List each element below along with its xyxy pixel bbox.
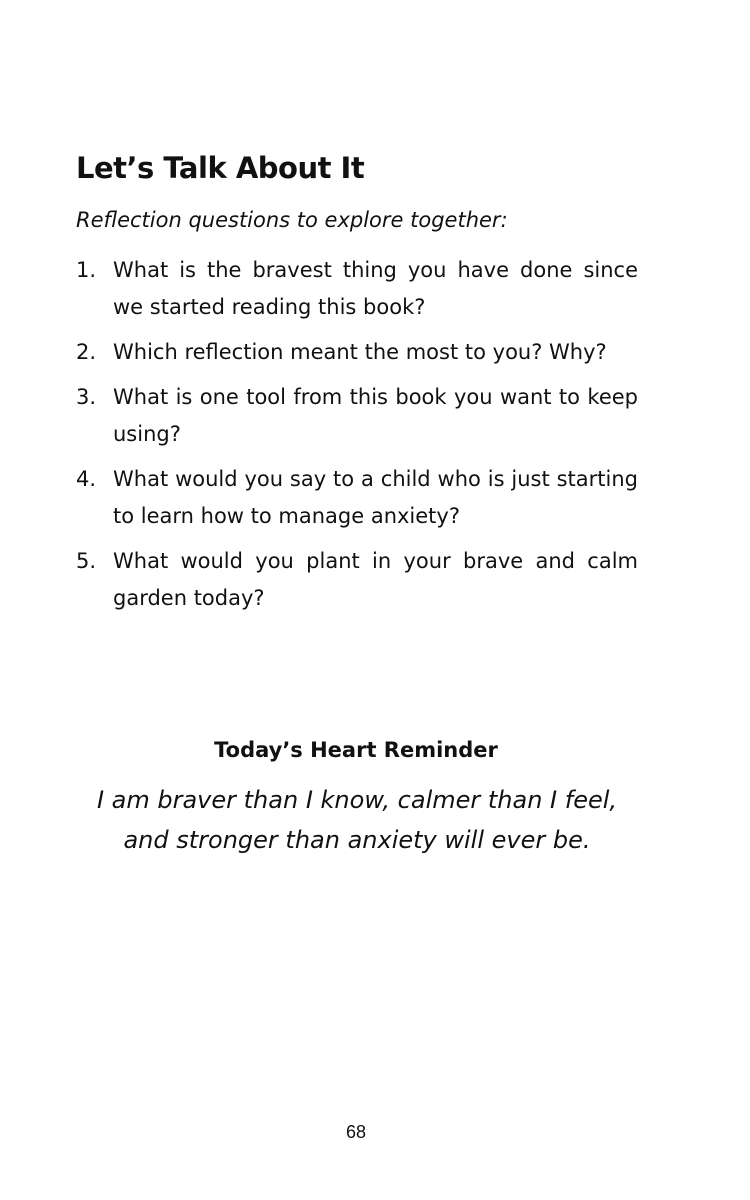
reminder-title: Today’s Heart Reminder [214,738,498,762]
section-heading: Let’s Talk About It [76,151,365,185]
question-number: 1. [76,258,97,282]
section-subtitle: Reflection questions to explore together: [76,208,508,232]
question-list [76,252,638,625]
list-item [76,461,638,535]
question-number: 3. [76,385,97,409]
question-text: What is one tool from this book you want to keep using? [113,385,638,446]
question-number: 2. [76,340,97,364]
question-text: What would you plant in your brave and calm garden today? [113,549,638,610]
reminder-text: I am braver than I know, calmer than I feel, and stronger than anxiety will ever be. [96,786,618,854]
question-number: 5. [76,549,97,573]
list-item [76,334,638,371]
list-item [76,379,638,453]
question-text: What would you say to a child who is just starting to learn how to manage anxiety? [113,467,638,528]
question-text: What is the bravest thing you have done since we started reading this book? [113,258,638,319]
question-number: 4. [76,467,97,491]
question-text: Which reflection meant the most to you? Why? [113,340,607,364]
list-item [76,543,638,617]
page-number: 68 [345,1122,367,1142]
list-item [76,252,638,326]
